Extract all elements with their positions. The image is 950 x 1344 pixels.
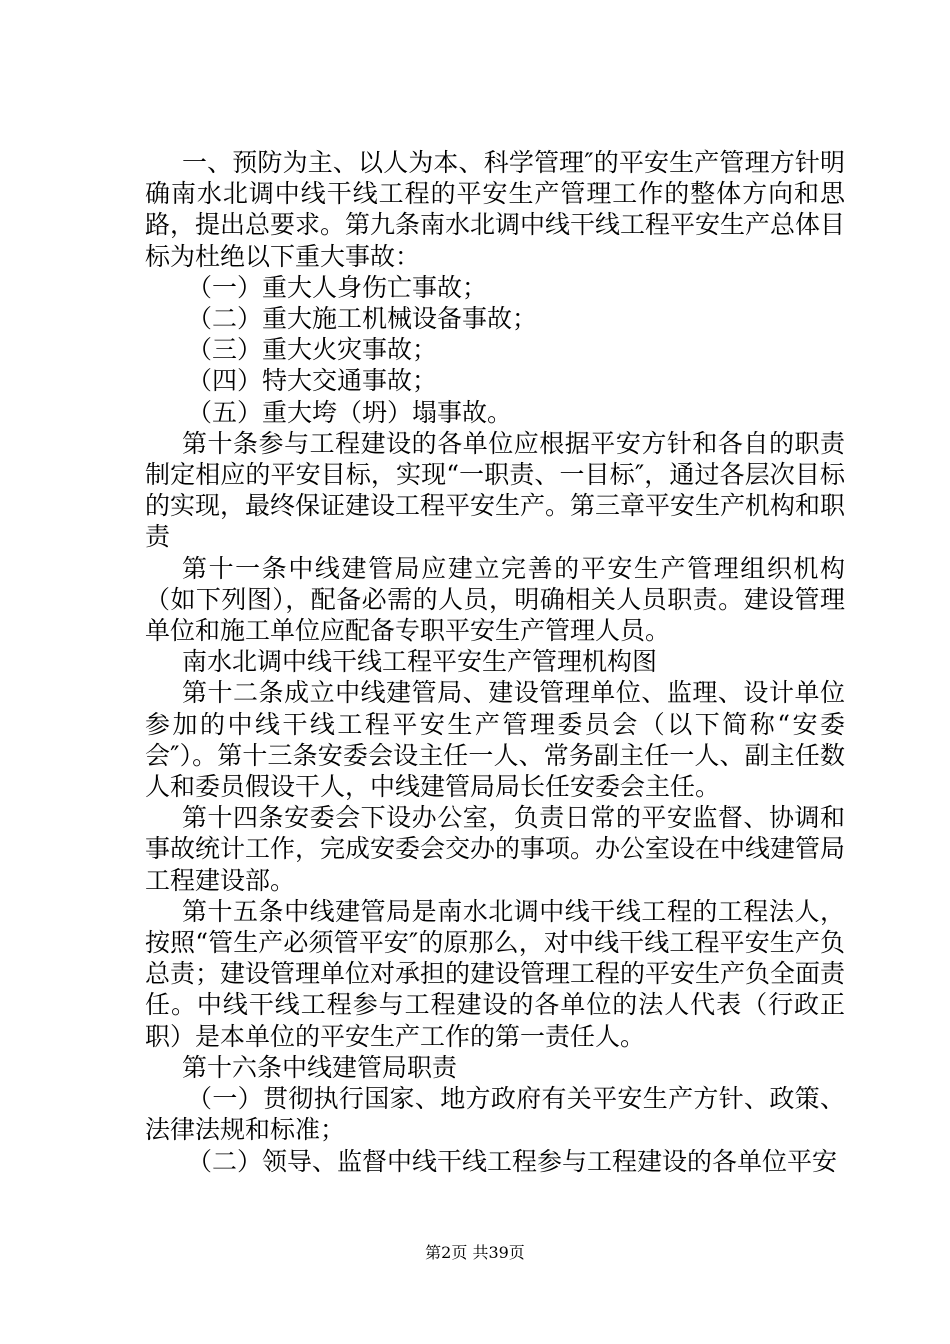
paragraph-article-16: 第十六条中线建管局职责 xyxy=(182,1052,458,1082)
page-number-footer: 第2页 共39页 xyxy=(425,1243,525,1262)
list-item-accident-2: （二）重大施工机械设备事故； xyxy=(187,304,538,334)
paragraph-article-15: 第十五条中线建管局是南水北调中线干线工程的工程法人，按照“管生产必须管平安″的原那么，对中线干线工程平安生产负总责；建设管理单位对承担的建设管理工程的平安生产负全面责任。中线干线工程参与工程建设的各单位的法人代表（行政正职）是本单位的平安生产工作的第一责任人。 xyxy=(145,896,846,1051)
list-item-duty-1: （一）贯彻执行国家、地方政府有关平安生产方针、政策、法律法规和标准； xyxy=(145,1084,845,1145)
list-item-accident-5: （五）重大垮（坍）塌事故。 xyxy=(187,397,513,427)
paragraph-article-12: 第十二条成立中线建管局、建设管理单位、监理、设计单位参加的中线干线工程平安生产管理委员会（以下简称“安委会″）。第十三条安委会设主任一人、常务副主任一人、副主任数人和委员假设干人，中线建管局局长任安委会主任。 xyxy=(145,678,845,802)
paragraph-article-14: 第十四条安委会下设办公室，负责日常的平安监督、协调和事故统计工作，完成安委会交办的事项。办公室设在中线建管局工程建设部。 xyxy=(145,803,846,895)
paragraph-safety-policy: 一、预防为主、以人为本、科学管理″的平安生产管理方针明确南水北调中线干线工程的平安生产管理工作的整体方向和思路，提出总要求。第九条南水北调中线干线工程平安生产总体目标为杜绝以下重大事故： xyxy=(145,148,846,271)
list-item-accident-4: （四）特大交通事故； xyxy=(187,366,438,396)
document-body xyxy=(145,147,845,1177)
list-item-duty-2: （二）领导、监督中线干线工程参与工程建设的各单位平安 xyxy=(187,1146,838,1176)
list-item-accident-3: （三）重大火灾事故； xyxy=(187,335,438,365)
list-item-accident-1: （一）重大人身伤亡事故； xyxy=(187,272,488,302)
paragraph-article-10: 第十条参与工程建设的各单位应根据平安方针和各自的职责制定相应的平安目标，实现“一职责、一目标″，通过各层次目标的实现，最终保证建设工程平安生产。第三章平安生产机构和职责 xyxy=(145,428,846,552)
paragraph-article-11: 第十一条中线建管局应建立完善的平安生产管理组织机构（如下列图），配备必需的人员，明确相关人员职责。建设管理单位和施工单位应配备专职平安生产管理人员。 xyxy=(145,553,845,646)
paragraph-org-chart-title: 南水北调中线干线工程平安生产管理机构图 xyxy=(182,647,658,677)
